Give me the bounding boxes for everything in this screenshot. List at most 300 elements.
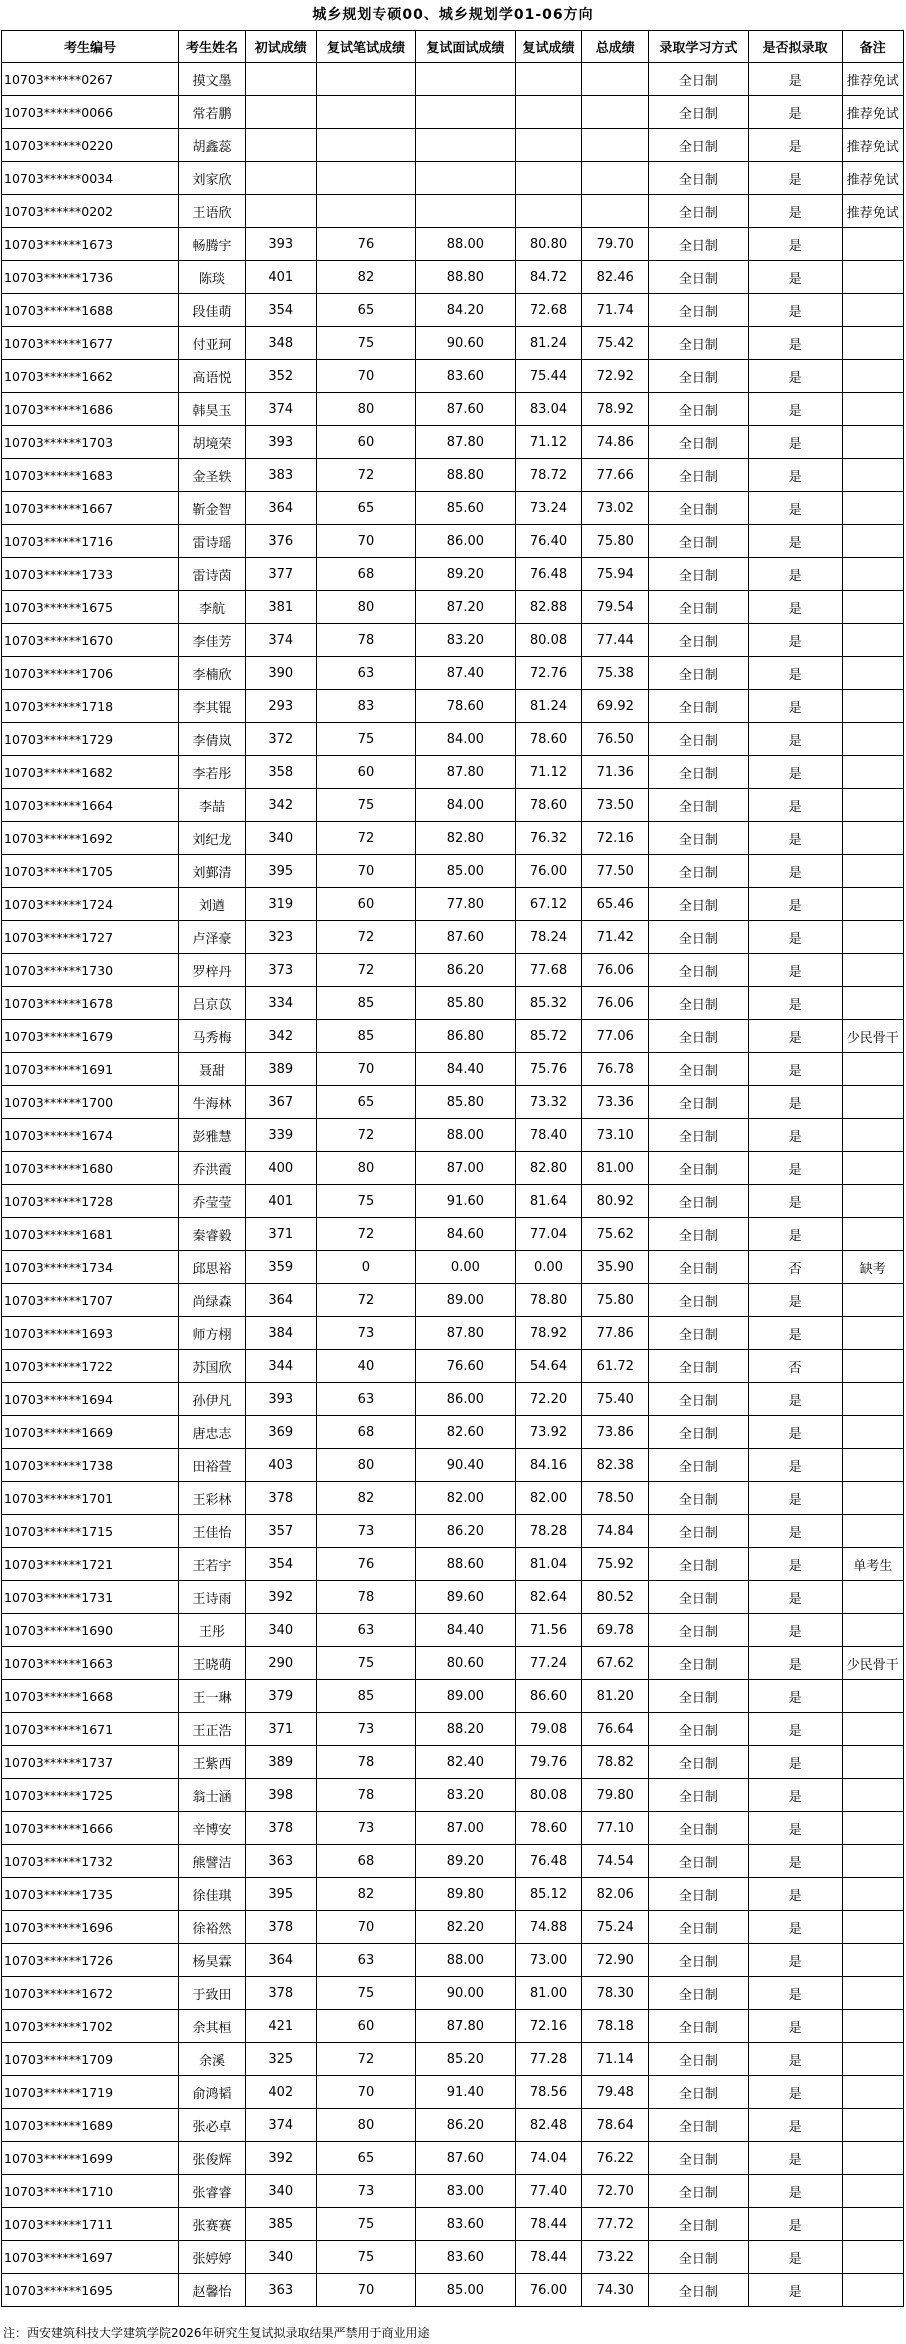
cell-student-name: 高语悦 bbox=[179, 360, 246, 393]
cell-retest-score: 78.44 bbox=[515, 2208, 582, 2241]
cell-student-name: 李倩岚 bbox=[179, 723, 246, 756]
cell-retest-score: 78.28 bbox=[515, 1515, 582, 1548]
cell-interview-retest-score: 88.60 bbox=[416, 1548, 515, 1581]
cell-student-name: 王彤 bbox=[179, 1614, 246, 1647]
cell-admitted: 是 bbox=[748, 294, 842, 327]
cell-student-name: 段佳萌 bbox=[179, 294, 246, 327]
cell-initial-score: 344 bbox=[245, 1350, 316, 1383]
cell-admitted: 是 bbox=[748, 1053, 842, 1086]
cell-admitted: 是 bbox=[748, 855, 842, 888]
cell-student-name: 摸文墨 bbox=[179, 63, 246, 96]
cell-admitted: 是 bbox=[748, 2175, 842, 2208]
cell-study-mode: 全日制 bbox=[649, 2208, 748, 2241]
cell-initial-score: 334 bbox=[245, 987, 316, 1020]
cell-admitted: 是 bbox=[748, 393, 842, 426]
cell-initial-score: 401 bbox=[245, 261, 316, 294]
cell-student-name: 雷诗瑶 bbox=[179, 525, 246, 558]
cell-exam-id: 10703******1707 bbox=[2, 1284, 179, 1317]
cell-exam-id: 10703******1681 bbox=[2, 1218, 179, 1251]
cell-exam-id: 10703******1686 bbox=[2, 393, 179, 426]
cell-interview-retest-score: 86.80 bbox=[416, 1020, 515, 1053]
cell-interview-retest-score: 88.80 bbox=[416, 261, 515, 294]
cell-exam-id: 10703******1738 bbox=[2, 1449, 179, 1482]
cell-student-name: 田裕萱 bbox=[179, 1449, 246, 1482]
table-row bbox=[2, 558, 904, 591]
cell-remark bbox=[842, 294, 903, 327]
cell-initial-score: 384 bbox=[245, 1317, 316, 1350]
cell-initial-score bbox=[245, 129, 316, 162]
cell-student-name: 张睿睿 bbox=[179, 2175, 246, 2208]
cell-exam-id: 10703******1702 bbox=[2, 2010, 179, 2043]
cell-exam-id: 10703******1721 bbox=[2, 1548, 179, 1581]
cell-interview-retest-score bbox=[416, 129, 515, 162]
cell-student-name: 张必卓 bbox=[179, 2109, 246, 2142]
cell-initial-score: 402 bbox=[245, 2076, 316, 2109]
cell-student-name: 师方栩 bbox=[179, 1317, 246, 1350]
cell-written-retest-score: 75 bbox=[316, 1185, 415, 1218]
cell-exam-id: 10703******1672 bbox=[2, 1977, 179, 2010]
cell-student-name: 卢泽豪 bbox=[179, 921, 246, 954]
cell-remark bbox=[842, 2208, 903, 2241]
cell-retest-score: 76.32 bbox=[515, 822, 582, 855]
cell-remark bbox=[842, 2010, 903, 2043]
cell-study-mode: 全日制 bbox=[649, 1944, 748, 1977]
cell-written-retest-score: 63 bbox=[316, 657, 415, 690]
cell-remark bbox=[842, 954, 903, 987]
cell-study-mode: 全日制 bbox=[649, 624, 748, 657]
cell-student-name: 王紫西 bbox=[179, 1746, 246, 1779]
cell-retest-score: 71.12 bbox=[515, 426, 582, 459]
cell-retest-score: 77.40 bbox=[515, 2175, 582, 2208]
cell-remark bbox=[842, 558, 903, 591]
cell-admitted: 是 bbox=[748, 1086, 842, 1119]
table-row bbox=[2, 1944, 904, 1977]
cell-exam-id: 10703******1671 bbox=[2, 1713, 179, 1746]
table-row bbox=[2, 822, 904, 855]
cell-exam-id: 10703******1696 bbox=[2, 1911, 179, 1944]
cell-exam-id: 10703******1680 bbox=[2, 1152, 179, 1185]
cell-remark bbox=[842, 756, 903, 789]
cell-retest-score: 54.64 bbox=[515, 1350, 582, 1383]
cell-initial-score: 364 bbox=[245, 1284, 316, 1317]
cell-total-score: 72.16 bbox=[582, 822, 649, 855]
cell-interview-retest-score: 89.60 bbox=[416, 1581, 515, 1614]
cell-exam-id: 10703******1678 bbox=[2, 987, 179, 1020]
cell-total-score: 76.78 bbox=[582, 1053, 649, 1086]
cell-total-score: 80.92 bbox=[582, 1185, 649, 1218]
cell-written-retest-score: 80 bbox=[316, 591, 415, 624]
cell-study-mode: 全日制 bbox=[649, 1746, 748, 1779]
cell-exam-id: 10703******1700 bbox=[2, 1086, 179, 1119]
cell-total-score: 71.42 bbox=[582, 921, 649, 954]
cell-initial-score: 293 bbox=[245, 690, 316, 723]
cell-admitted: 是 bbox=[748, 96, 842, 129]
cell-initial-score: 395 bbox=[245, 1878, 316, 1911]
cell-retest-score: 0.00 bbox=[515, 1251, 582, 1284]
cell-remark bbox=[842, 426, 903, 459]
table-row bbox=[2, 1317, 904, 1350]
cell-initial-score: 340 bbox=[245, 2241, 316, 2274]
cell-interview-retest-score: 87.80 bbox=[416, 2010, 515, 2043]
cell-exam-id: 10703******0034 bbox=[2, 162, 179, 195]
cell-study-mode: 全日制 bbox=[649, 1614, 748, 1647]
cell-interview-retest-score: 82.20 bbox=[416, 1911, 515, 1944]
cell-study-mode: 全日制 bbox=[649, 1119, 748, 1152]
cell-total-score: 35.90 bbox=[582, 1251, 649, 1284]
cell-student-name: 李佳芳 bbox=[179, 624, 246, 657]
cell-interview-retest-score bbox=[416, 195, 515, 228]
cell-admitted: 是 bbox=[748, 1317, 842, 1350]
cell-interview-retest-score: 90.40 bbox=[416, 1449, 515, 1482]
cell-study-mode: 全日制 bbox=[649, 426, 748, 459]
cell-initial-score: 379 bbox=[245, 1680, 316, 1713]
cell-interview-retest-score: 82.60 bbox=[416, 1416, 515, 1449]
table-row bbox=[2, 1680, 904, 1713]
cell-interview-retest-score: 88.00 bbox=[416, 228, 515, 261]
cell-total-score: 82.06 bbox=[582, 1878, 649, 1911]
table-row bbox=[2, 1548, 904, 1581]
cell-retest-score: 82.48 bbox=[515, 2109, 582, 2142]
cell-student-name: 胡境荣 bbox=[179, 426, 246, 459]
cell-total-score: 78.64 bbox=[582, 2109, 649, 2142]
table-row bbox=[2, 2142, 904, 2175]
cell-initial-score: 339 bbox=[245, 1119, 316, 1152]
cell-written-retest-score: 80 bbox=[316, 393, 415, 426]
cell-interview-retest-score: 88.00 bbox=[416, 1944, 515, 1977]
cell-interview-retest-score: 84.20 bbox=[416, 294, 515, 327]
cell-total-score: 74.30 bbox=[582, 2274, 649, 2307]
cell-retest-score: 67.12 bbox=[515, 888, 582, 921]
cell-remark bbox=[842, 921, 903, 954]
cell-retest-score: 75.76 bbox=[515, 1053, 582, 1086]
cell-student-name: 李其锟 bbox=[179, 690, 246, 723]
cell-written-retest-score: 63 bbox=[316, 1944, 415, 1977]
cell-remark bbox=[842, 261, 903, 294]
cell-study-mode: 全日制 bbox=[649, 2142, 748, 2175]
cell-initial-score: 357 bbox=[245, 1515, 316, 1548]
table-row bbox=[2, 2109, 904, 2142]
cell-retest-score: 83.04 bbox=[515, 393, 582, 426]
table-row bbox=[2, 657, 904, 690]
cell-admitted: 是 bbox=[748, 2076, 842, 2109]
cell-initial-score: 389 bbox=[245, 1053, 316, 1086]
cell-retest-score: 78.60 bbox=[515, 723, 582, 756]
cell-total-score: 71.14 bbox=[582, 2043, 649, 2076]
cell-student-name: 陈琰 bbox=[179, 261, 246, 294]
cell-initial-score: 392 bbox=[245, 1581, 316, 1614]
cell-total-score: 71.74 bbox=[582, 294, 649, 327]
cell-total-score: 76.64 bbox=[582, 1713, 649, 1746]
table-row bbox=[2, 1647, 904, 1680]
cell-retest-score: 77.04 bbox=[515, 1218, 582, 1251]
cell-written-retest-score: 78 bbox=[316, 1581, 415, 1614]
cell-exam-id: 10703******1722 bbox=[2, 1350, 179, 1383]
cell-written-retest-score: 65 bbox=[316, 2142, 415, 2175]
cell-student-name: 韩昊玉 bbox=[179, 393, 246, 426]
cell-written-retest-score: 70 bbox=[316, 360, 415, 393]
cell-remark: 少民骨干 bbox=[842, 1020, 903, 1053]
cell-remark bbox=[842, 1185, 903, 1218]
cell-total-score: 77.72 bbox=[582, 2208, 649, 2241]
cell-student-name: 秦睿毅 bbox=[179, 1218, 246, 1251]
cell-retest-score: 72.76 bbox=[515, 657, 582, 690]
cell-study-mode: 全日制 bbox=[649, 2010, 748, 2043]
cell-interview-retest-score: 87.20 bbox=[416, 591, 515, 624]
cell-interview-retest-score: 90.00 bbox=[416, 1977, 515, 2010]
cell-student-name: 马秀梅 bbox=[179, 1020, 246, 1053]
cell-initial-score bbox=[245, 63, 316, 96]
cell-total-score: 76.22 bbox=[582, 2142, 649, 2175]
cell-study-mode: 全日制 bbox=[649, 822, 748, 855]
cell-initial-score bbox=[245, 162, 316, 195]
cell-remark bbox=[842, 1218, 903, 1251]
cell-remark bbox=[842, 1713, 903, 1746]
cell-remark bbox=[842, 1416, 903, 1449]
cell-study-mode: 全日制 bbox=[649, 1284, 748, 1317]
cell-remark bbox=[842, 1845, 903, 1878]
cell-written-retest-score: 73 bbox=[316, 1317, 415, 1350]
cell-exam-id: 10703******1735 bbox=[2, 1878, 179, 1911]
cell-total-score: 65.46 bbox=[582, 888, 649, 921]
cell-retest-score bbox=[515, 63, 582, 96]
cell-study-mode: 全日制 bbox=[649, 690, 748, 723]
cell-written-retest-score: 72 bbox=[316, 1218, 415, 1251]
cell-interview-retest-score: 87.60 bbox=[416, 393, 515, 426]
cell-total-score: 78.82 bbox=[582, 1746, 649, 1779]
cell-interview-retest-score: 83.00 bbox=[416, 2175, 515, 2208]
cell-remark bbox=[842, 822, 903, 855]
cell-written-retest-score: 75 bbox=[316, 789, 415, 822]
cell-retest-score: 78.92 bbox=[515, 1317, 582, 1350]
cell-written-retest-score: 63 bbox=[316, 1383, 415, 1416]
table-row bbox=[2, 327, 904, 360]
cell-initial-score: 395 bbox=[245, 855, 316, 888]
cell-total-score: 81.00 bbox=[582, 1152, 649, 1185]
cell-retest-score: 71.12 bbox=[515, 756, 582, 789]
cell-initial-score: 421 bbox=[245, 2010, 316, 2043]
cell-remark bbox=[842, 2043, 903, 2076]
cell-interview-retest-score: 89.00 bbox=[416, 1680, 515, 1713]
cell-initial-score: 403 bbox=[245, 1449, 316, 1482]
cell-written-retest-score: 75 bbox=[316, 1977, 415, 2010]
cell-remark bbox=[842, 1482, 903, 1515]
cell-admitted: 是 bbox=[748, 1614, 842, 1647]
table-row bbox=[2, 2076, 904, 2109]
table-row bbox=[2, 228, 904, 261]
cell-retest-score: 76.48 bbox=[515, 1845, 582, 1878]
cell-interview-retest-score: 80.60 bbox=[416, 1647, 515, 1680]
cell-retest-score: 78.56 bbox=[515, 2076, 582, 2109]
cell-exam-id: 10703******0267 bbox=[2, 63, 179, 96]
cell-admitted: 是 bbox=[748, 723, 842, 756]
cell-written-retest-score: 70 bbox=[316, 855, 415, 888]
cell-exam-id: 10703******1673 bbox=[2, 228, 179, 261]
cell-student-name: 于致田 bbox=[179, 1977, 246, 2010]
cell-retest-score: 73.32 bbox=[515, 1086, 582, 1119]
cell-study-mode: 全日制 bbox=[649, 492, 748, 525]
cell-study-mode: 全日制 bbox=[649, 1152, 748, 1185]
cell-retest-score: 79.76 bbox=[515, 1746, 582, 1779]
cell-retest-score: 76.48 bbox=[515, 558, 582, 591]
cell-initial-score: 354 bbox=[245, 1548, 316, 1581]
cell-retest-score: 78.72 bbox=[515, 459, 582, 492]
cell-exam-id: 10703******1699 bbox=[2, 2142, 179, 2175]
cell-admitted: 是 bbox=[748, 1581, 842, 1614]
cell-total-score: 75.80 bbox=[582, 1284, 649, 1317]
footnote: 注：西安建筑科技大学建筑学院2026年研究生复试拟录取结果严禁用于商业用途 bbox=[3, 2326, 430, 2340]
cell-exam-id: 10703******1729 bbox=[2, 723, 179, 756]
cell-written-retest-score: 65 bbox=[316, 294, 415, 327]
cell-interview-retest-score: 87.00 bbox=[416, 1812, 515, 1845]
cell-written-retest-score bbox=[316, 195, 415, 228]
cell-exam-id: 10703******1666 bbox=[2, 1812, 179, 1845]
cell-student-name: 王彩林 bbox=[179, 1482, 246, 1515]
cell-written-retest-score: 78 bbox=[316, 1746, 415, 1779]
cell-admitted: 是 bbox=[748, 921, 842, 954]
cell-written-retest-score: 72 bbox=[316, 459, 415, 492]
cell-initial-score: 340 bbox=[245, 822, 316, 855]
cell-retest-score: 82.64 bbox=[515, 1581, 582, 1614]
cell-study-mode: 全日制 bbox=[649, 1977, 748, 2010]
cell-remark bbox=[842, 888, 903, 921]
table-row bbox=[2, 1581, 904, 1614]
cell-initial-score: 373 bbox=[245, 954, 316, 987]
table-row bbox=[2, 492, 904, 525]
cell-exam-id: 10703******1733 bbox=[2, 558, 179, 591]
table-row bbox=[2, 1053, 904, 1086]
cell-exam-id: 10703******1679 bbox=[2, 1020, 179, 1053]
cell-study-mode: 全日制 bbox=[649, 987, 748, 1020]
cell-student-name: 苏国欣 bbox=[179, 1350, 246, 1383]
cell-written-retest-score: 85 bbox=[316, 987, 415, 1020]
table-row bbox=[2, 2241, 904, 2274]
cell-remark bbox=[842, 1152, 903, 1185]
admission-table bbox=[1, 30, 904, 2307]
cell-exam-id: 10703******1662 bbox=[2, 360, 179, 393]
cell-admitted: 是 bbox=[748, 1218, 842, 1251]
cell-admitted: 是 bbox=[748, 1812, 842, 1845]
cell-written-retest-score: 85 bbox=[316, 1020, 415, 1053]
cell-interview-retest-score: 86.20 bbox=[416, 1515, 515, 1548]
cell-admitted: 是 bbox=[748, 261, 842, 294]
cell-total-score bbox=[582, 129, 649, 162]
cell-total-score: 79.48 bbox=[582, 2076, 649, 2109]
table-row bbox=[2, 426, 904, 459]
cell-student-name: 王诗雨 bbox=[179, 1581, 246, 1614]
cell-total-score: 80.52 bbox=[582, 1581, 649, 1614]
cell-study-mode: 全日制 bbox=[649, 1251, 748, 1284]
cell-exam-id: 10703******1715 bbox=[2, 1515, 179, 1548]
cell-study-mode: 全日制 bbox=[649, 1383, 748, 1416]
cell-written-retest-score: 75 bbox=[316, 2208, 415, 2241]
cell-initial-score: 390 bbox=[245, 657, 316, 690]
cell-exam-id: 10703******1719 bbox=[2, 2076, 179, 2109]
cell-interview-retest-score bbox=[416, 162, 515, 195]
cell-student-name: 余其桓 bbox=[179, 2010, 246, 2043]
cell-exam-id: 10703******1692 bbox=[2, 822, 179, 855]
cell-exam-id: 10703******1689 bbox=[2, 2109, 179, 2142]
cell-interview-retest-score: 77.80 bbox=[416, 888, 515, 921]
cell-initial-score: 381 bbox=[245, 591, 316, 624]
table-row bbox=[2, 723, 904, 756]
cell-remark bbox=[842, 1779, 903, 1812]
cell-total-score: 75.40 bbox=[582, 1383, 649, 1416]
cell-retest-score: 73.92 bbox=[515, 1416, 582, 1449]
cell-study-mode: 全日制 bbox=[649, 360, 748, 393]
cell-student-name: 邱思裕 bbox=[179, 1251, 246, 1284]
cell-study-mode: 全日制 bbox=[649, 1350, 748, 1383]
cell-admitted: 是 bbox=[748, 2010, 842, 2043]
cell-study-mode: 全日制 bbox=[649, 1812, 748, 1845]
cell-initial-score: 393 bbox=[245, 1383, 316, 1416]
table-row bbox=[2, 1020, 904, 1053]
table-row bbox=[2, 1515, 904, 1548]
cell-written-retest-score: 85 bbox=[316, 1680, 415, 1713]
cell-retest-score: 73.24 bbox=[515, 492, 582, 525]
table-row bbox=[2, 1383, 904, 1416]
cell-remark bbox=[842, 525, 903, 558]
cell-exam-id: 10703******1710 bbox=[2, 2175, 179, 2208]
cell-remark: 推荐免试 bbox=[842, 96, 903, 129]
cell-interview-retest-score: 87.60 bbox=[416, 2142, 515, 2175]
cell-written-retest-score: 60 bbox=[316, 2010, 415, 2043]
sheet-title: 城乡规划专硕00、城乡规划学01-06方向 bbox=[312, 7, 594, 23]
cell-initial-score: 319 bbox=[245, 888, 316, 921]
cell-student-name: 张婷婷 bbox=[179, 2241, 246, 2274]
cell-total-score: 73.10 bbox=[582, 1119, 649, 1152]
cell-retest-score bbox=[515, 96, 582, 129]
table-row bbox=[2, 1185, 904, 1218]
cell-exam-id: 10703******1731 bbox=[2, 1581, 179, 1614]
cell-interview-retest-score: 87.40 bbox=[416, 657, 515, 690]
cell-admitted: 是 bbox=[748, 1746, 842, 1779]
cell-initial-score: 374 bbox=[245, 624, 316, 657]
cell-remark bbox=[842, 2142, 903, 2175]
cell-study-mode: 全日制 bbox=[649, 525, 748, 558]
cell-student-name: 聂甜 bbox=[179, 1053, 246, 1086]
cell-admitted: 是 bbox=[748, 1878, 842, 1911]
cell-study-mode: 全日制 bbox=[649, 1185, 748, 1218]
cell-interview-retest-score: 88.20 bbox=[416, 1713, 515, 1746]
table-row bbox=[2, 1416, 904, 1449]
cell-interview-retest-score: 85.80 bbox=[416, 987, 515, 1020]
cell-study-mode: 全日制 bbox=[649, 1482, 748, 1515]
header-row bbox=[2, 31, 904, 63]
cell-study-mode: 全日制 bbox=[649, 1317, 748, 1350]
cell-written-retest-score: 40 bbox=[316, 1350, 415, 1383]
cell-exam-id: 10703******1682 bbox=[2, 756, 179, 789]
cell-study-mode: 全日制 bbox=[649, 954, 748, 987]
cell-study-mode: 全日制 bbox=[649, 129, 748, 162]
cell-retest-score: 73.00 bbox=[515, 1944, 582, 1977]
cell-retest-score: 76.00 bbox=[515, 855, 582, 888]
cell-remark bbox=[842, 855, 903, 888]
cell-written-retest-score: 75 bbox=[316, 1647, 415, 1680]
cell-remark bbox=[842, 1383, 903, 1416]
cell-remark bbox=[842, 1119, 903, 1152]
cell-exam-id: 10703******1727 bbox=[2, 921, 179, 954]
table-row bbox=[2, 63, 904, 96]
header-initial-score: 初试成绩 bbox=[245, 31, 316, 63]
cell-retest-score: 82.80 bbox=[515, 1152, 582, 1185]
cell-retest-score: 78.44 bbox=[515, 2241, 582, 2274]
cell-exam-id: 10703******0202 bbox=[2, 195, 179, 228]
cell-student-name: 王正浩 bbox=[179, 1713, 246, 1746]
table-row bbox=[2, 2208, 904, 2241]
table-row bbox=[2, 1350, 904, 1383]
cell-retest-score: 78.60 bbox=[515, 789, 582, 822]
cell-retest-score: 77.24 bbox=[515, 1647, 582, 1680]
